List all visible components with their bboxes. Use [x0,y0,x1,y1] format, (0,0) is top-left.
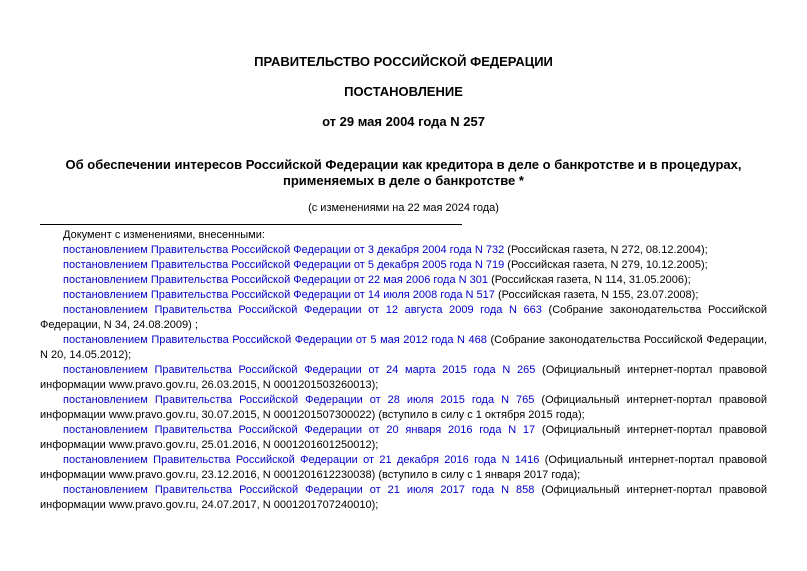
amendment-link[interactable]: постановлением Правительства Российской Федерации от 5 декабря 2005 года N 719 [63,259,505,271]
amendment-source: (Официальный интернет-портал правовой информации www.pravo.gov.ru, 23.12.2016, N 0001201612230038) (вступило в силу с 1 января 2017 года); [40,454,768,481]
amendment-item [40,363,767,393]
separator-line [40,224,462,225]
document-date-number: от 29 мая 2004 года N 257 [322,114,485,129]
amendment-source: (Официальный интернет-портал правовой информации www.pravo.gov.ru, 26.03.2015, N 0001201503260013); [40,364,767,391]
document-type-heading: ПОСТАНОВЛЕНИЕ [344,84,463,99]
amendment-source: (Официальный интернет-портал правовой информации www.pravo.gov.ru, 24.07.2017, N 0001201707240010); [40,484,767,511]
amendment-item [40,258,767,273]
amendment-link[interactable]: постановлением Правительства Российской Федерации от 21 июля 2017 года N 858 [63,484,535,496]
amendment-item [40,393,767,423]
amendment-link[interactable]: постановлением Правительства Российской Федерации от 3 декабря 2004 года N 732 [63,244,505,256]
amendment-source: (Собрание законодательства Российской Федерации, N 34, 24.08.2009) ; [40,304,767,331]
amendment-item [40,483,767,513]
amendment-source: (Официальный интернет-портал правовой информации www.pravo.gov.ru, 30.07.2015, N 0001201507300022) (вступило в силу с 1 октября 2015 года); [40,394,767,421]
amendment-source: (Российская газета, N 279, 10.12.2005); [504,259,708,271]
amendment-link[interactable]: постановлением Правительства Российской Федерации от 21 декабря 2016 года N 1416 [63,454,540,466]
document-title: Об обеспечении интересов Российской Федерации как кредитора в деле о банкротстве и в процедурах, применяемых в деле о банкротстве * [65,157,742,188]
edition-note: (с изменениями на 22 мая 2024 года) [308,202,499,214]
amendments-intro: Документ с изменениями, внесенными: [63,229,265,241]
amendment-source: (Российская газета, N 114, 31.05.2006); [488,274,691,286]
amendment-item [40,243,767,258]
amendments-list [40,228,767,513]
amendment-link[interactable]: постановлением Правительства Российской Федерации от 24 марта 2015 года N 265 [63,364,536,376]
amendment-link[interactable]: постановлением Правительства Российской Федерации от 28 июля 2015 года N 765 [63,394,535,406]
amendment-source: (Российская газета, N 272, 08.12.2004); [504,244,708,256]
amendment-link[interactable]: постановлением Правительства Российской Федерации от 5 мая 2012 года N 468 [63,334,487,346]
amendment-source: (Российская газета, N 155, 23.07.2008); [494,289,699,301]
amendment-link[interactable]: постановлением Правительства Российской Федерации от 12 августа 2009 года N 663 [63,304,542,316]
amendment-item [40,288,767,303]
amendment-link[interactable]: постановлением Правительства Российской Федерации от 20 января 2016 года N 17 [63,424,536,436]
amendment-item [40,453,767,483]
amendment-item [40,273,767,288]
amendment-source: (Собрание законодательства Российской Федерации, N 20, 14.05.2012); [40,334,767,361]
amendment-item [40,333,767,363]
amendment-item [40,303,767,333]
amendment-item [40,423,767,453]
government-heading: ПРАВИТЕЛЬСТВО РОССИЙСКОЙ ФЕДЕРАЦИИ [254,54,553,69]
amendment-link[interactable]: постановлением Правительства Российской Федерации от 14 июля 2008 года N 517 [63,289,495,301]
amendment-link[interactable]: постановлением Правительства Российской Федерации от 22 мая 2006 года N 301 [63,274,489,286]
amendment-source: (Официальный интернет-портал правовой информации www.pravo.gov.ru, 25.01.2016, N 0001201601250012); [40,424,767,451]
